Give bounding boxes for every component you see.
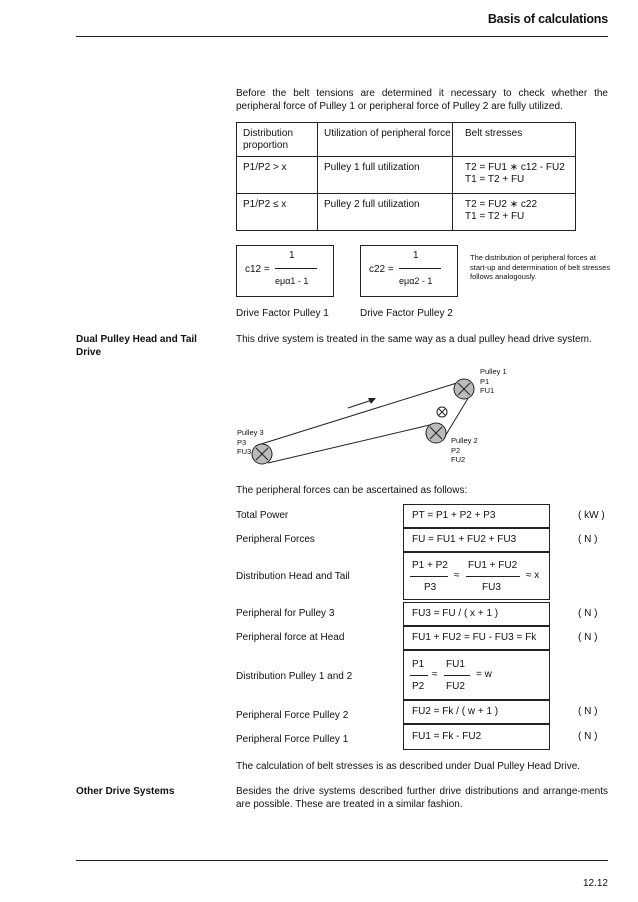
table-cell: T2 = FU2 ∗ c22 T1 = T2 + FU [453,194,576,231]
unit-label: ( N ) [578,534,598,545]
row-label: Peripheral force at Head [236,632,345,643]
header-rule [76,36,608,37]
page-number: 12.12 [582,878,608,889]
unit-label: ( N ) [578,632,598,643]
row-label: Total Power [236,510,289,521]
table-cell: Pulley 1 full utilization [318,157,453,194]
intro-paragraph: Before the belt tensions are determined it necessary to check whether the peripheral force of Pulley 1 or peripheral force of Pulley 2 are fully utilized. [236,88,608,112]
drive-factor-c12-box: c12 = 1 eμα1 - 1 [236,245,334,297]
formula-box: FU1 = Fk - FU2 [403,724,550,750]
row-label: Peripheral Force Pulley 1 [236,734,349,745]
other-paragraph: Besides the drive systems described further drive distributions and arrange-ments are possible. These are treated in a similar fashion. [236,786,608,810]
distribution-table [236,122,576,231]
formula-box-fraction: P1 + P2 P3 ≈ FU1 + FU2 FU3 ≈ x [403,552,550,600]
unit-label: ( kW ) [578,510,605,521]
formula-box: FU1 + FU2 = FU - FU3 = Fk [403,626,550,650]
drive-factor-c12-caption: Drive Factor Pulley 1 [236,308,329,319]
row-label: Distribution Pulley 1 and 2 [236,671,353,682]
drive-factor-c22-caption: Drive Factor Pulley 2 [360,308,453,319]
formula-box: PT = P1 + P2 + P3 [403,504,550,528]
unit-label: ( N ) [578,731,598,742]
closing-note: The calculation of belt stresses is as described under Dual Pulley Head Drive. [236,761,581,772]
fraction-bar [275,268,317,269]
unit-label: ( N ) [578,706,598,717]
belt-right-line [444,395,470,438]
page-header-title: Basis of calculations [487,12,608,26]
formula-box: FU3 = FU / ( x + 1 ) [403,602,550,626]
row-label: Distribution Head and Tail [236,571,350,582]
belt-lower-line [268,424,434,463]
forces-intro: The peripheral forces can be ascertained as follows: [236,485,468,496]
section-heading-other: Other Drive Systems [76,786,175,797]
table-header: Utilization of peripheral force [318,123,453,157]
drive-factor-c22-box: c22 = 1 eμα2 - 1 [360,245,458,297]
unit-label: ( N ) [578,608,598,619]
table-cell: P1/P2 > x [237,157,318,194]
formula-box: FU2 = Fk / ( w + 1 ) [403,700,550,724]
table-header: Belt stresses [453,123,576,157]
row-label: Peripheral Forces [236,534,315,545]
formula-box: FU = FU1 + FU2 + FU3 [403,528,550,552]
pulley-1-icon [454,379,474,399]
table-cell: T2 = FU1 ∗ c12 - FU2 T1 = T2 + FU [453,157,576,194]
row-label: Peripheral Force Pulley 2 [236,710,349,721]
pulley-1-label: Pulley 1 P1 FU1 [480,367,507,395]
pulley-2-label: Pulley 2 P2 FU2 [451,436,478,464]
table-header: Distribution proportion [237,123,318,157]
table-cell: Pulley 2 full utilization [318,194,453,231]
startup-note: The distribution of peripheral forces at start-up and determination of belt stresses follows analogously. [470,253,611,281]
snub-pulley-icon [437,407,447,417]
formula-box-fraction: P1 P2 ≈ FU1 FU2 = w [403,650,550,700]
fraction-bar [399,268,441,269]
footer-rule [76,860,608,861]
section-heading-dual: Dual Pulley Head and Tail Drive [76,334,197,358]
drive-direction-arrow [348,398,376,408]
pulley-3-label: Pulley 3 P3 FU3 [237,428,264,456]
dual-paragraph: This drive system is treated in the same way as a dual pulley head drive system. [236,334,592,345]
table-cell: P1/P2 ≤ x [237,194,318,231]
pulley-2-icon [426,423,446,443]
row-label: Peripheral for Pulley 3 [236,608,335,619]
